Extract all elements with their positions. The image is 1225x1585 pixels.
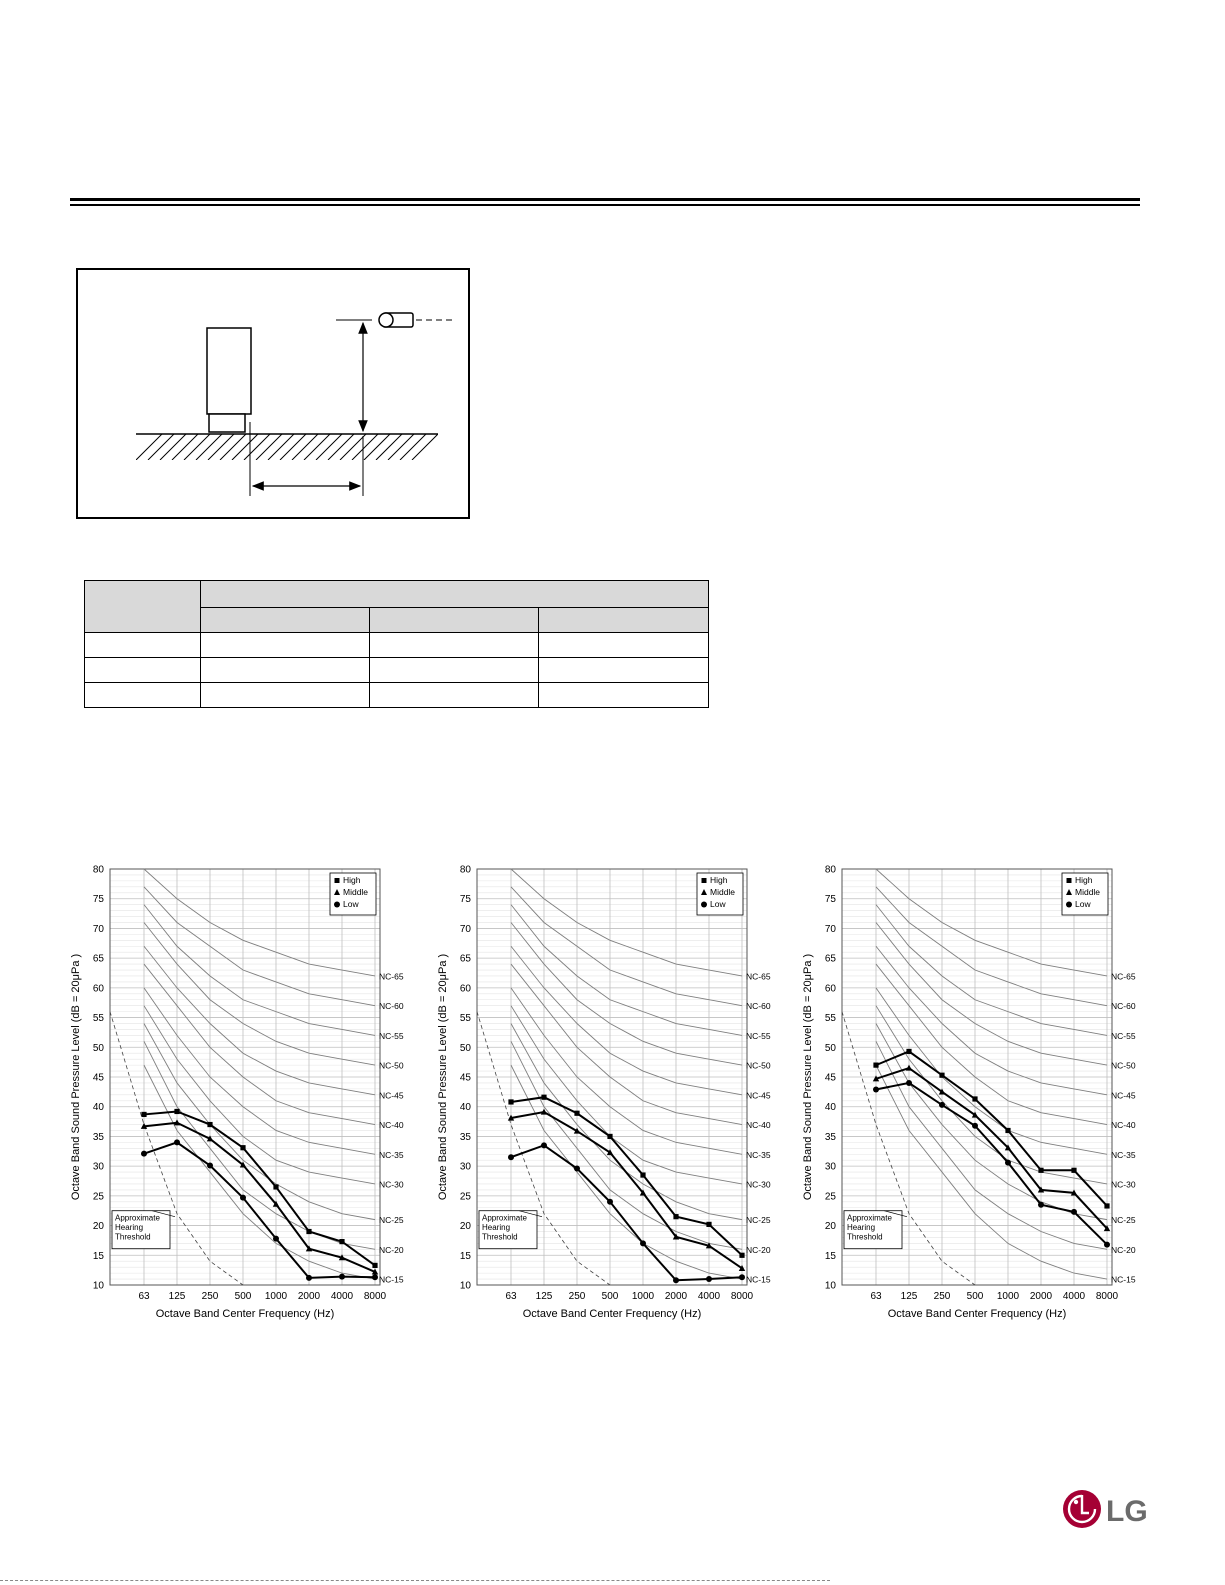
data-point-low <box>372 1274 378 1280</box>
data-point-high <box>508 1099 513 1104</box>
data-point-low <box>873 1086 879 1092</box>
x-tick-label: 4000 <box>697 1291 721 1302</box>
legend-label: Middle <box>343 887 369 897</box>
header-rule-thick <box>70 198 1140 201</box>
y-tick-label: 55 <box>824 1013 836 1025</box>
nc-curve-label: NC-35 <box>1111 1149 1136 1160</box>
nc-curve-label: NC-45 <box>746 1090 771 1101</box>
y-tick-label: 15 <box>824 1250 836 1262</box>
data-point-low <box>939 1102 945 1108</box>
x-tick-label: 63 <box>870 1291 882 1302</box>
data-point-high <box>574 1111 579 1116</box>
legend-label: High <box>1075 875 1093 885</box>
y-tick-label: 15 <box>459 1250 471 1262</box>
nc-curve-label: NC-45 <box>1111 1090 1136 1101</box>
nc-curve-label: NC-30 <box>746 1179 771 1190</box>
y-tick-label: 30 <box>459 1161 471 1173</box>
y-tick-label: 75 <box>92 894 104 906</box>
data-point-high <box>673 1214 678 1219</box>
legend-label: Low <box>343 899 359 909</box>
table-header-col-1 <box>201 608 370 633</box>
data-point-high <box>906 1049 911 1054</box>
nc-curve-label: NC-60 <box>379 1001 404 1012</box>
data-point-high <box>873 1063 878 1068</box>
y-tick-label: 60 <box>824 983 836 995</box>
x-tick-label: 500 <box>966 1291 984 1302</box>
threshold-annotation-text: Hearing <box>115 1223 144 1233</box>
data-point-high <box>207 1122 212 1127</box>
data-point-high <box>240 1145 245 1150</box>
nc-curve-label: NC-40 <box>746 1120 771 1131</box>
data-point-low <box>972 1123 978 1129</box>
y-tick-label: 80 <box>459 864 471 876</box>
microphone-head-icon <box>379 313 393 327</box>
y-tick-label: 60 <box>92 983 104 995</box>
legend-label: Middle <box>710 887 736 897</box>
y-tick-label: 80 <box>824 864 836 876</box>
x-tick-label: 63 <box>138 1291 150 1302</box>
data-point-high <box>1005 1128 1010 1133</box>
nc-curve-label: NC-30 <box>1111 1179 1136 1190</box>
threshold-annotation-text: Threshold <box>115 1232 151 1242</box>
y-tick-label: 20 <box>459 1221 471 1233</box>
series-line-low <box>876 1083 1107 1245</box>
table-row <box>85 633 709 658</box>
nc-curve-label: NC-50 <box>746 1060 771 1071</box>
table-row <box>85 683 709 708</box>
y-tick-label: 70 <box>824 923 836 935</box>
nc-curve-label: NC-15 <box>379 1274 404 1285</box>
legend-label: Low <box>1075 899 1091 909</box>
x-tick-label: 250 <box>201 1291 219 1302</box>
y-tick-label: 45 <box>824 1072 836 1084</box>
data-point-low <box>906 1080 912 1086</box>
legend-label: High <box>343 875 361 885</box>
nc-curve-label: NC-25 <box>746 1215 771 1226</box>
x-tick-label: 8000 <box>1095 1291 1119 1302</box>
data-point-high <box>640 1172 645 1177</box>
indoor-unit-body <box>207 328 251 414</box>
data-point-low <box>574 1166 580 1172</box>
data-point-low <box>673 1277 679 1283</box>
nc-curve-label: NC-55 <box>379 1030 404 1041</box>
data-point-high <box>372 1263 377 1268</box>
threshold-annotation-text: Hearing <box>847 1223 876 1233</box>
data-point-low <box>1104 1242 1110 1248</box>
y-tick-label: 45 <box>92 1072 104 1084</box>
nc-curve-label: NC-30 <box>379 1179 404 1190</box>
x-tick-label: 250 <box>568 1291 586 1302</box>
lg-logo-text: LG <box>1106 1495 1148 1528</box>
x-tick-label: 8000 <box>363 1291 387 1302</box>
data-point-high <box>1104 1203 1109 1208</box>
data-point-high <box>972 1096 977 1101</box>
threshold-annotation-text: Approximate <box>115 1213 160 1223</box>
x-tick-label: 8000 <box>730 1291 754 1302</box>
x-tick-label: 500 <box>234 1291 252 1302</box>
data-point-low <box>141 1151 147 1157</box>
nc-curve-label: NC-60 <box>1111 1001 1136 1012</box>
data-point-high <box>339 1239 344 1244</box>
nc-curve-label: NC-65 <box>1111 971 1136 982</box>
y-tick-label: 40 <box>92 1102 104 1114</box>
floor-hatching <box>136 434 438 460</box>
data-point-high <box>1071 1168 1076 1173</box>
measurement-diagram-drawing <box>78 270 472 521</box>
y-axis-title: Octave Band Sound Pressure Level (dB = 20μPa ) <box>802 953 814 1201</box>
nc-curve <box>511 946 742 1095</box>
x-tick-label: 1000 <box>631 1291 655 1302</box>
nc-chart-3 <box>796 858 1141 1328</box>
data-point-low <box>1071 1209 1077 1215</box>
data-point-low <box>739 1274 745 1280</box>
y-tick-label: 60 <box>459 983 471 995</box>
data-point-high <box>541 1095 546 1100</box>
nc-curve-label: NC-20 <box>379 1244 404 1255</box>
data-point-low <box>1038 1202 1044 1208</box>
footer-dashed-line <box>0 1580 830 1581</box>
data-point-middle <box>906 1065 912 1071</box>
x-axis-title: Octave Band Center Frequency (Hz) <box>155 1308 335 1320</box>
legend-marker-low <box>334 902 340 908</box>
data-point-low <box>306 1275 312 1281</box>
data-point-low <box>1005 1160 1011 1166</box>
nc-curve-label: NC-25 <box>379 1215 404 1226</box>
data-point-high <box>306 1229 311 1234</box>
table-header-col-2 <box>370 608 539 633</box>
data-point-low <box>607 1199 613 1205</box>
y-tick-label: 55 <box>92 1013 104 1025</box>
x-tick-label: 250 <box>933 1291 951 1302</box>
x-tick-label: 1000 <box>264 1291 288 1302</box>
measurement-diagram <box>76 268 470 519</box>
x-tick-label: 500 <box>601 1291 619 1302</box>
data-point-low <box>174 1139 180 1145</box>
header-rule-thin <box>70 204 1140 206</box>
y-tick-label: 35 <box>92 1131 104 1143</box>
data-point-low <box>273 1236 279 1242</box>
nc-curve-label: NC-20 <box>1111 1244 1136 1255</box>
y-tick-label: 70 <box>92 923 104 935</box>
table-header-group <box>201 581 709 608</box>
y-tick-label: 10 <box>459 1280 471 1292</box>
y-tick-label: 50 <box>459 1042 471 1054</box>
y-axis-title: Octave Band Sound Pressure Level (dB = 20μPa ) <box>437 953 449 1201</box>
nc-chart-1 <box>64 858 409 1328</box>
threshold-annotation-text: Hearing <box>482 1223 511 1233</box>
y-tick-label: 15 <box>92 1250 104 1262</box>
table-header-model <box>85 581 201 633</box>
y-tick-label: 20 <box>824 1221 836 1233</box>
y-tick-label: 25 <box>824 1191 836 1203</box>
sound-pressure-table <box>84 580 709 708</box>
threshold-annotation-text: Approximate <box>847 1213 892 1223</box>
nc-curve-label: NC-40 <box>379 1120 404 1131</box>
x-tick-label: 125 <box>535 1291 553 1302</box>
y-tick-label: 65 <box>824 953 836 965</box>
legend-marker-high <box>1067 878 1072 883</box>
y-tick-label: 40 <box>459 1102 471 1114</box>
threshold-annotation-text: Threshold <box>847 1232 883 1242</box>
legend-marker-low <box>1066 902 1072 908</box>
lg-face-icon <box>1063 1490 1101 1528</box>
x-axis-title: Octave Band Center Frequency (Hz) <box>522 1308 702 1320</box>
lg-logo <box>1062 1487 1148 1531</box>
y-tick-label: 30 <box>92 1161 104 1173</box>
legend-marker-low <box>701 902 707 908</box>
y-tick-label: 80 <box>92 864 104 876</box>
y-tick-label: 65 <box>92 953 104 965</box>
y-tick-label: 50 <box>824 1042 836 1054</box>
nc-curve-label: NC-50 <box>1111 1060 1136 1071</box>
nc-curve <box>144 946 375 1095</box>
y-tick-label: 45 <box>459 1072 471 1084</box>
table-header-col-3 <box>539 608 709 633</box>
nc-curve-label: NC-65 <box>746 971 771 982</box>
y-tick-label: 50 <box>92 1042 104 1054</box>
data-point-high <box>273 1184 278 1189</box>
x-tick-label: 4000 <box>1062 1291 1086 1302</box>
y-tick-label: 30 <box>824 1161 836 1173</box>
y-tick-label: 35 <box>824 1131 836 1143</box>
y-tick-label: 70 <box>459 923 471 935</box>
nc-curve-label: NC-35 <box>746 1149 771 1160</box>
nc-curve <box>876 946 1107 1095</box>
y-axis-title: Octave Band Sound Pressure Level (dB = 20μPa ) <box>70 953 82 1201</box>
data-point-high <box>1038 1168 1043 1173</box>
nc-curve-label: NC-15 <box>1111 1274 1136 1285</box>
y-tick-label: 10 <box>92 1280 104 1292</box>
nc-curve-label: NC-20 <box>746 1244 771 1255</box>
nc-curve-label: NC-60 <box>746 1001 771 1012</box>
data-point-low <box>339 1274 345 1280</box>
threshold-annotation-text: Threshold <box>482 1232 518 1242</box>
x-axis-title: Octave Band Center Frequency (Hz) <box>887 1308 1067 1320</box>
data-point-high <box>939 1073 944 1078</box>
table-row <box>85 658 709 683</box>
legend-marker-high <box>702 878 707 883</box>
y-tick-label: 35 <box>459 1131 471 1143</box>
x-tick-label: 2000 <box>664 1291 688 1302</box>
nc-curve-label: NC-40 <box>1111 1120 1136 1131</box>
nc-curve-label: NC-55 <box>746 1030 771 1041</box>
y-tick-label: 25 <box>92 1191 104 1203</box>
y-tick-label: 55 <box>459 1013 471 1025</box>
data-point-high <box>141 1112 146 1117</box>
x-tick-label: 2000 <box>1029 1291 1053 1302</box>
y-tick-label: 75 <box>824 894 836 906</box>
data-point-low <box>207 1163 213 1169</box>
legend-label: Middle <box>1075 887 1101 897</box>
legend-marker-high <box>335 878 340 883</box>
data-point-low <box>541 1142 547 1148</box>
y-tick-label: 20 <box>92 1221 104 1233</box>
y-tick-label: 75 <box>459 894 471 906</box>
nc-curve-label: NC-25 <box>1111 1215 1136 1226</box>
nc-curve-label: NC-35 <box>379 1149 404 1160</box>
data-point-low <box>640 1240 646 1246</box>
nc-curve-label: NC-45 <box>379 1090 404 1101</box>
data-point-low <box>706 1276 712 1282</box>
data-point-high <box>174 1109 179 1114</box>
data-point-high <box>706 1222 711 1227</box>
series-line-high <box>876 1051 1107 1206</box>
y-tick-label: 65 <box>459 953 471 965</box>
data-point-low <box>508 1154 514 1160</box>
x-tick-label: 125 <box>168 1291 186 1302</box>
x-tick-label: 125 <box>900 1291 918 1302</box>
x-tick-label: 63 <box>505 1291 517 1302</box>
y-tick-label: 10 <box>824 1280 836 1292</box>
y-tick-label: 40 <box>824 1102 836 1114</box>
nc-curve-label: NC-65 <box>379 971 404 982</box>
y-tick-label: 25 <box>459 1191 471 1203</box>
nc-chart-2 <box>431 858 776 1328</box>
x-tick-label: 1000 <box>996 1291 1020 1302</box>
data-point-low <box>240 1195 246 1201</box>
x-tick-label: 4000 <box>330 1291 354 1302</box>
legend-label: Low <box>710 899 726 909</box>
x-tick-label: 2000 <box>297 1291 321 1302</box>
indoor-unit-base <box>209 414 245 432</box>
nc-curve-label: NC-15 <box>746 1274 771 1285</box>
nc-curve-label: NC-50 <box>379 1060 404 1071</box>
data-point-high <box>739 1253 744 1258</box>
legend-label: High <box>710 875 728 885</box>
threshold-annotation-text: Approximate <box>482 1213 527 1223</box>
data-point-high <box>607 1134 612 1139</box>
nc-curve-label: NC-55 <box>1111 1030 1136 1041</box>
